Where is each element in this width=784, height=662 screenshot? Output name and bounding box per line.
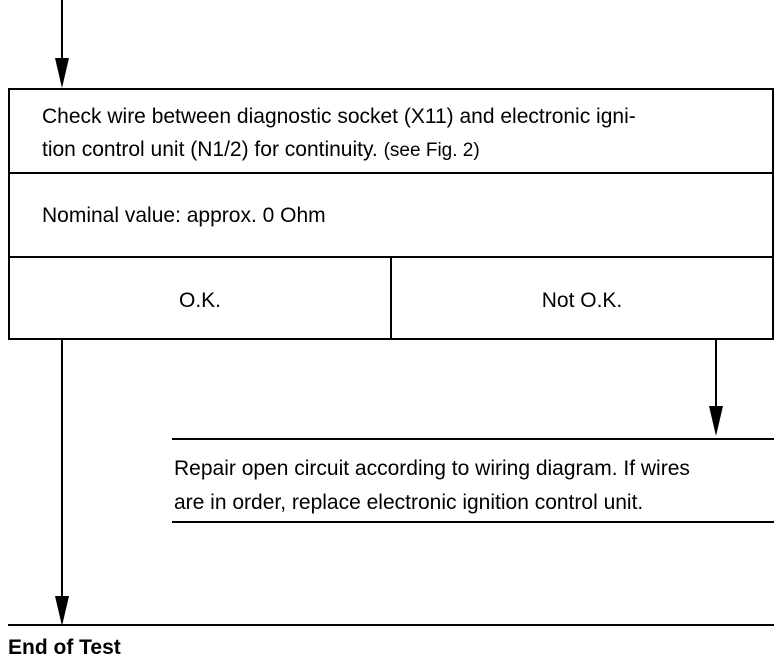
entry-arrow-head [55, 58, 69, 88]
repair-line1: Repair open circuit according to wiring diagram. If wires [174, 457, 690, 480]
branch-ok-label: O.K. [178, 289, 221, 312]
check-step-line1: Check wire between diagnostic socket (X11) and electronic igni- [42, 105, 636, 128]
branch-not-ok-box [390, 256, 774, 340]
ok-arrow-head [55, 596, 69, 626]
end-rule [8, 624, 774, 626]
repair-bottom-rule [172, 521, 774, 523]
branch-ok-box [8, 256, 392, 340]
nominal-value-text: Nominal value: approx. 0 Ohm [42, 204, 326, 227]
not-ok-arrow-head [709, 406, 723, 436]
repair-top-rule [172, 438, 774, 440]
check-step-figure-ref: (see Fig. 2) [383, 140, 480, 161]
check-step-box [8, 88, 774, 174]
entry-arrow-shaft [61, 0, 63, 60]
not-ok-arrow-shaft [715, 340, 717, 410]
check-step-line2-wrap [42, 133, 480, 167]
branch-not-ok-label: Not O.K. [541, 289, 623, 312]
repair-line2: are in order, replace electronic ignition control unit. [174, 491, 644, 514]
ok-arrow-shaft [61, 340, 63, 602]
check-step-line2: tion control unit (N1/2) for continuity. [42, 138, 378, 161]
nominal-value-box [8, 172, 774, 258]
end-of-test-label: End of Test [8, 636, 121, 659]
